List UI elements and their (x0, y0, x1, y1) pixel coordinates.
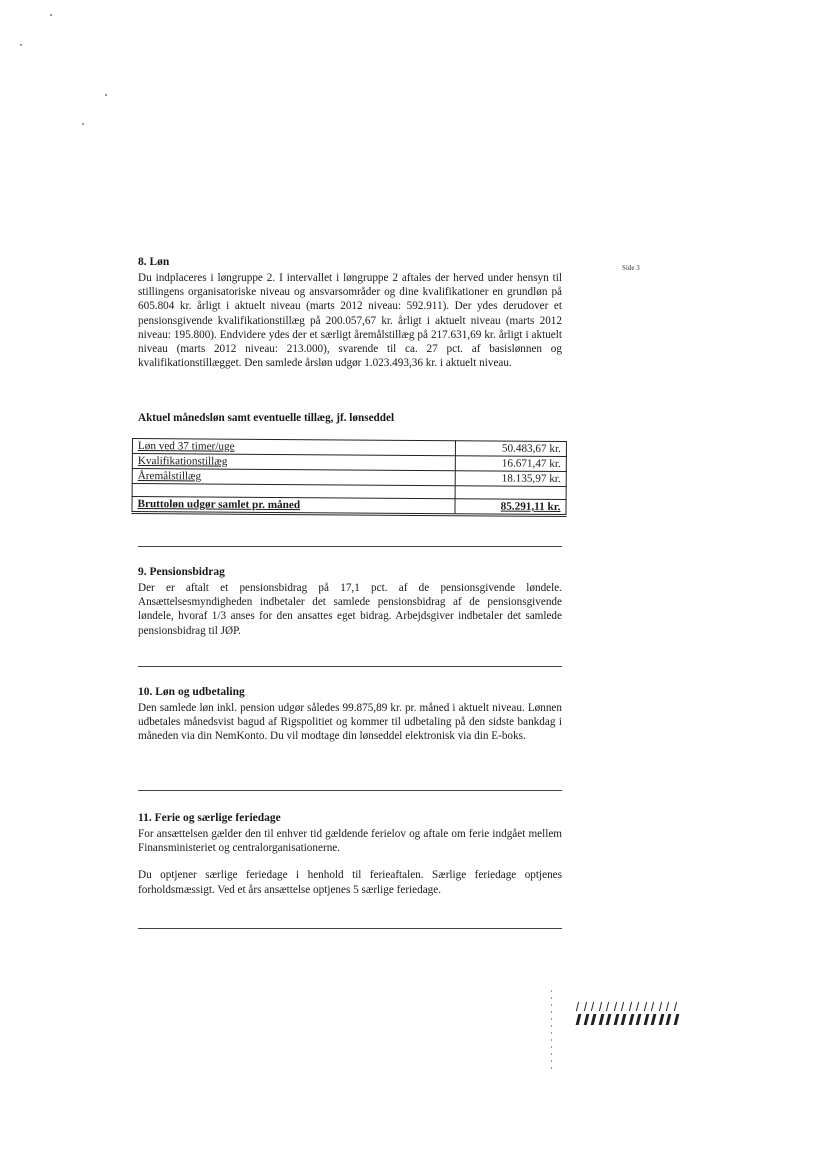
mark-stroke (606, 1002, 609, 1011)
section-heading: 11. Ferie og særlige feriedage (138, 812, 281, 824)
page-number: Side 3 (622, 264, 640, 272)
mark-stroke (621, 1014, 627, 1025)
total-label: Bruttoløn udgør samlet pr. måned (137, 498, 301, 512)
mark-stroke (636, 1002, 639, 1011)
row-amount: 18.135,97 kr. (455, 471, 566, 487)
section-text: For ansættelsen gælder den til enhver tid gældende ferielov og aftale om ferie indgået mellem Finansministeriet og centralorganisationerne. (138, 828, 562, 855)
scan-speck (20, 44, 22, 46)
row-amount: 50.483,67 kr. (456, 441, 567, 457)
section-payment (138, 686, 562, 744)
mark-stroke (576, 1002, 579, 1011)
section-heading: 10. Løn og udbetaling (138, 686, 245, 698)
total-amount: 85.291,11 kr. (500, 500, 561, 513)
mark-stroke (628, 1014, 634, 1025)
scan-speck (82, 123, 84, 125)
section-text: Der er aftalt et pensionsbidrag på 17,1 pct. af de pensionsgivende løndele. Ansættelsesmyndigheden indbetaler det samlede pensionsbidrag af de pensionsgivende løndele, hvoraf 1/3 anses for den ansattes eget bidrag. Arbejdsgiver indbetaler det samlede pensionsbidrag til JØP. (138, 582, 562, 637)
section-pension (138, 566, 562, 638)
mark-stroke (636, 1014, 642, 1025)
mark-stroke (598, 1014, 604, 1025)
section-text: Du indplaceres i løngruppe 2. I intervallet i løngruppe 2 aftales der herved under hensyn til stillingens organisatoriske niveau og ansvarsområder og dine kvalifikationer en grundløn på 605.804 kr. årligt i aktuelt niveau (marts 2012 niveau: 592.911). Der ydes derudover et pensionsgivende kvalifikationstillæg på 200.057,67 kr. årligt i aktuelt niveau (marts 2012 niveau: 195.800). Endvidere ydes der et særligt åremålstillæg på 217.631,69 kr. årligt i aktuelt niveau (marts 2012 niveau: 213.000), svarende til ca. 27 pct. af basislønnen og kvalifikationstillægget. Den samlede årsløn udgør 1.023.493,36 kr. i aktuelt niveau. (138, 272, 562, 370)
section-holiday (138, 812, 562, 897)
mark-stroke (643, 1002, 646, 1011)
row-label: Åremålstillæg (137, 470, 202, 483)
divider (138, 546, 562, 547)
mark-stroke (673, 1014, 679, 1025)
mark-stroke (651, 1014, 657, 1025)
mark-stroke (621, 1002, 624, 1011)
mark-stroke (651, 1002, 654, 1011)
salary-table (131, 438, 567, 517)
mark-stroke (628, 1002, 631, 1011)
section-text: Du optjener særlige feriedage i henhold til ferieaftalen. Særlige feriedage optjenes forholdsmæssigt. Ved et års ansættelse optjenes 5 særlige feriedage. (138, 869, 562, 896)
scan-speck (50, 14, 52, 16)
mark-stroke (591, 1014, 597, 1025)
mark-stroke (643, 1014, 649, 1025)
salary-table-heading: Aktuel månedsløn samt eventuelle tillæg, jf. lønseddel (138, 412, 395, 424)
section-salary (138, 256, 562, 370)
mark-stroke (658, 1002, 661, 1011)
mark-stroke (606, 1014, 612, 1025)
mark-stroke (613, 1002, 616, 1011)
mark-stroke (658, 1014, 664, 1025)
section-heading: 8. Løn (138, 256, 170, 268)
row-label: Kvalifikationstillæg (137, 455, 228, 468)
table-total-row (132, 497, 566, 516)
mark-stroke (666, 1014, 672, 1025)
mark-stroke (613, 1014, 619, 1025)
mark-stroke (598, 1002, 601, 1011)
mark-stroke (583, 1002, 586, 1011)
mark-stroke (673, 1002, 676, 1011)
row-amount: 16.671,47 kr. (455, 456, 566, 472)
divider (138, 666, 562, 667)
mark-stroke (591, 1002, 594, 1011)
row-label: Løn ved 37 timer/uge (137, 440, 235, 453)
mark-stroke (666, 1002, 669, 1011)
divider (138, 790, 562, 791)
scan-speck (105, 94, 107, 96)
section-heading: 9. Pensionsbidrag (138, 566, 225, 578)
divider (138, 928, 562, 929)
mark-stroke (576, 1014, 582, 1025)
mark-stroke (583, 1014, 589, 1025)
scan-margin-ticks (551, 990, 552, 1070)
section-text: Den samlede løn inkl. pension udgør således 99.875,89 kr. pr. måned i aktuelt niveau. Lønnen udbetales månedsvist bagud af Rigspolitiet og kommer til udbetaling på den sidste bankdag i måneden via din NemKonto. Du vil modtage din lønseddel elektronisk via din E-boks. (138, 702, 562, 743)
